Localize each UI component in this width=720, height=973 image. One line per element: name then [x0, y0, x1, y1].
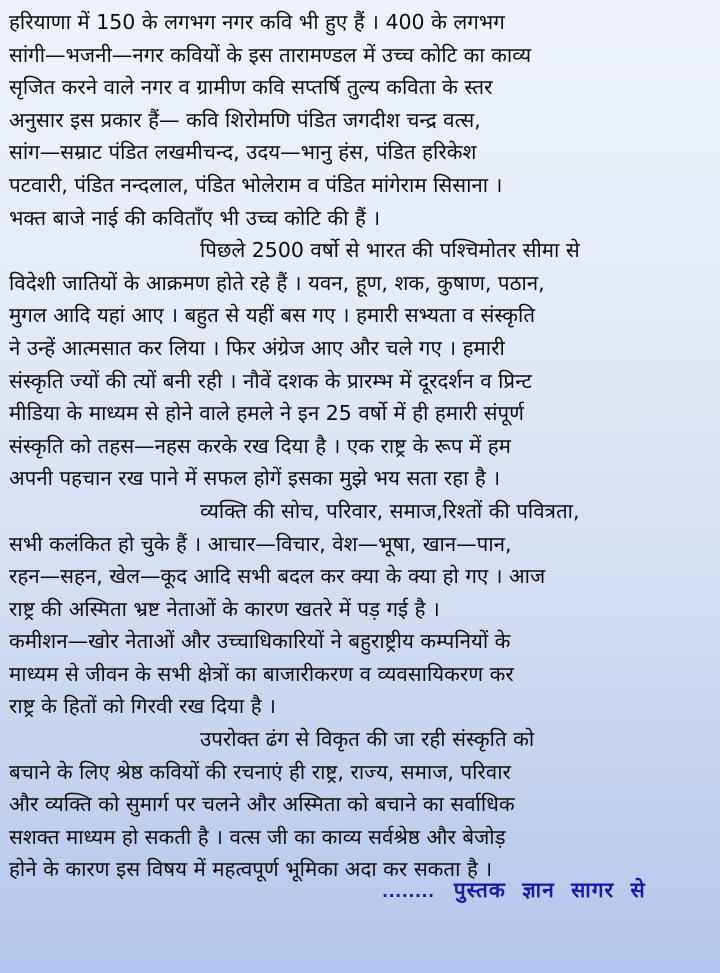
text-line: सृजित करने वाले नगर व ग्रामीण कवि सप्तर्षि तुल्य कविता के स्तर: [9, 75, 493, 100]
text-line: कमीशन—खोर नेताओं और उच्चाधिकारियों ने बहुराष्ट्रीय कम्पनियों के: [9, 629, 511, 654]
text-line: रहन—सहन, खेल—कूद आदि सभी बदल कर क्या के क्या हो गए । आज: [9, 564, 546, 589]
text-line: भक्त बाजे नाई की कविताँए भी उच्च कोटि की हैं ।: [9, 205, 381, 230]
paragraph-start-line: उपरोक्त ढंग से विकृत की जा रही संस्कृति को: [200, 727, 535, 752]
source-dots: ........: [382, 882, 435, 901]
text-line: सभी कलंकित हो चुके हैं । आचार—विचार, वेश—भूषा, खान—पान,: [9, 531, 512, 556]
text-line: होने के कारण इस विषय में महत्वपूर्ण भूमिका अदा कर सकता है ।: [9, 857, 493, 882]
text-line: राष्ट्र के हितों को गिरवी रख दिया है ।: [9, 694, 276, 719]
document-body: [9, 6, 712, 886]
text-line: ने उन्हें आत्मसात कर लिया । फिर अंग्रेज आए और चले गए । हमारी: [9, 335, 505, 360]
text-line: हरियाणा में 150 के लगभग नगर कवि भी हुए हैं । 400 के लगभग: [9, 10, 505, 34]
text-line: माध्यम से जीवन के सभी क्षेत्रों का बाजारीकरण व व्यवसायिकरण कर: [9, 661, 514, 686]
text-line: संस्कृति को तहस—नहस करके रख दिया है । एक राष्ट्र के रूप में हम: [9, 433, 511, 458]
text-line: सांग—सम्राट पंडित लखमीचन्द, उदय—भानु हंस, पंडित हरिकेश: [9, 140, 477, 165]
text-line: बचाने के लिए श्रेष्ठ कवियों की रचनाएं ही राष्ट्र, राज्य, समाज, परिवार: [9, 759, 511, 784]
text-line: पटवारी, पंडित नन्दलाल, पंडित भोलेराम व पंडित मांगेराम सिसाना ।: [9, 172, 503, 197]
text-line: संस्कृति ज्यों की त्यों बनी रही । नौवें दशक के प्रारम्भ में दूरदर्शन व प्रिन्ट: [9, 368, 532, 393]
text-line: और व्यक्ति को सुमार्ग पर चलने और अस्मिता को बचाने का सर्वाधिक: [9, 792, 515, 817]
text-line: मीडिया के माध्यम से होने वाले हमले ने इन 25 वर्षो में ही हमारी संपूर्ण: [9, 401, 524, 426]
text-line: सशक्त माध्यम हो सकती है । वत्स जी का काव्य सर्वश्रेष्ठ और बेजोड़: [9, 824, 506, 849]
text-line: अनुसार इस प्रकार हैं— कवि शिरोमणि पंडित जगदीश चन्द्र वत्स,: [9, 107, 481, 132]
text-line: मुगल आदि यहां आए । बहुत से यहीं बस गए । हमारी सभ्यता व संस्कृति: [9, 303, 536, 328]
source-citation: [382, 872, 646, 908]
text-line: सांगी—भजनी—नगर कवियों के इस तारामण्डल में उच्च कोटि का काव्य: [9, 42, 532, 67]
text-line: अपनी पहचान रख पाने में सफल होगें इसका मुझे भय सता रहा है ।: [9, 466, 501, 491]
text-line: विदेशी जातियों के आक्रमण होते रहे हैं । यवन, हूण, शक, कुषाण, पठान,: [9, 270, 545, 295]
text-line: राष्ट्र की अस्मिता भ्रष्ट नेताओं के कारण खतरे में पड़ गई है ।: [9, 596, 440, 621]
paragraph-start-line: पिछले 2500 वर्षो से भारत की पश्चिमोतर सीमा से: [200, 238, 580, 263]
source-text: पुस्तक ज्ञान सागर से: [453, 878, 646, 902]
paragraph-start-line: व्यक्ति की सोच, परिवार, समाज,रिश्तों की पवित्रता,: [200, 498, 580, 523]
